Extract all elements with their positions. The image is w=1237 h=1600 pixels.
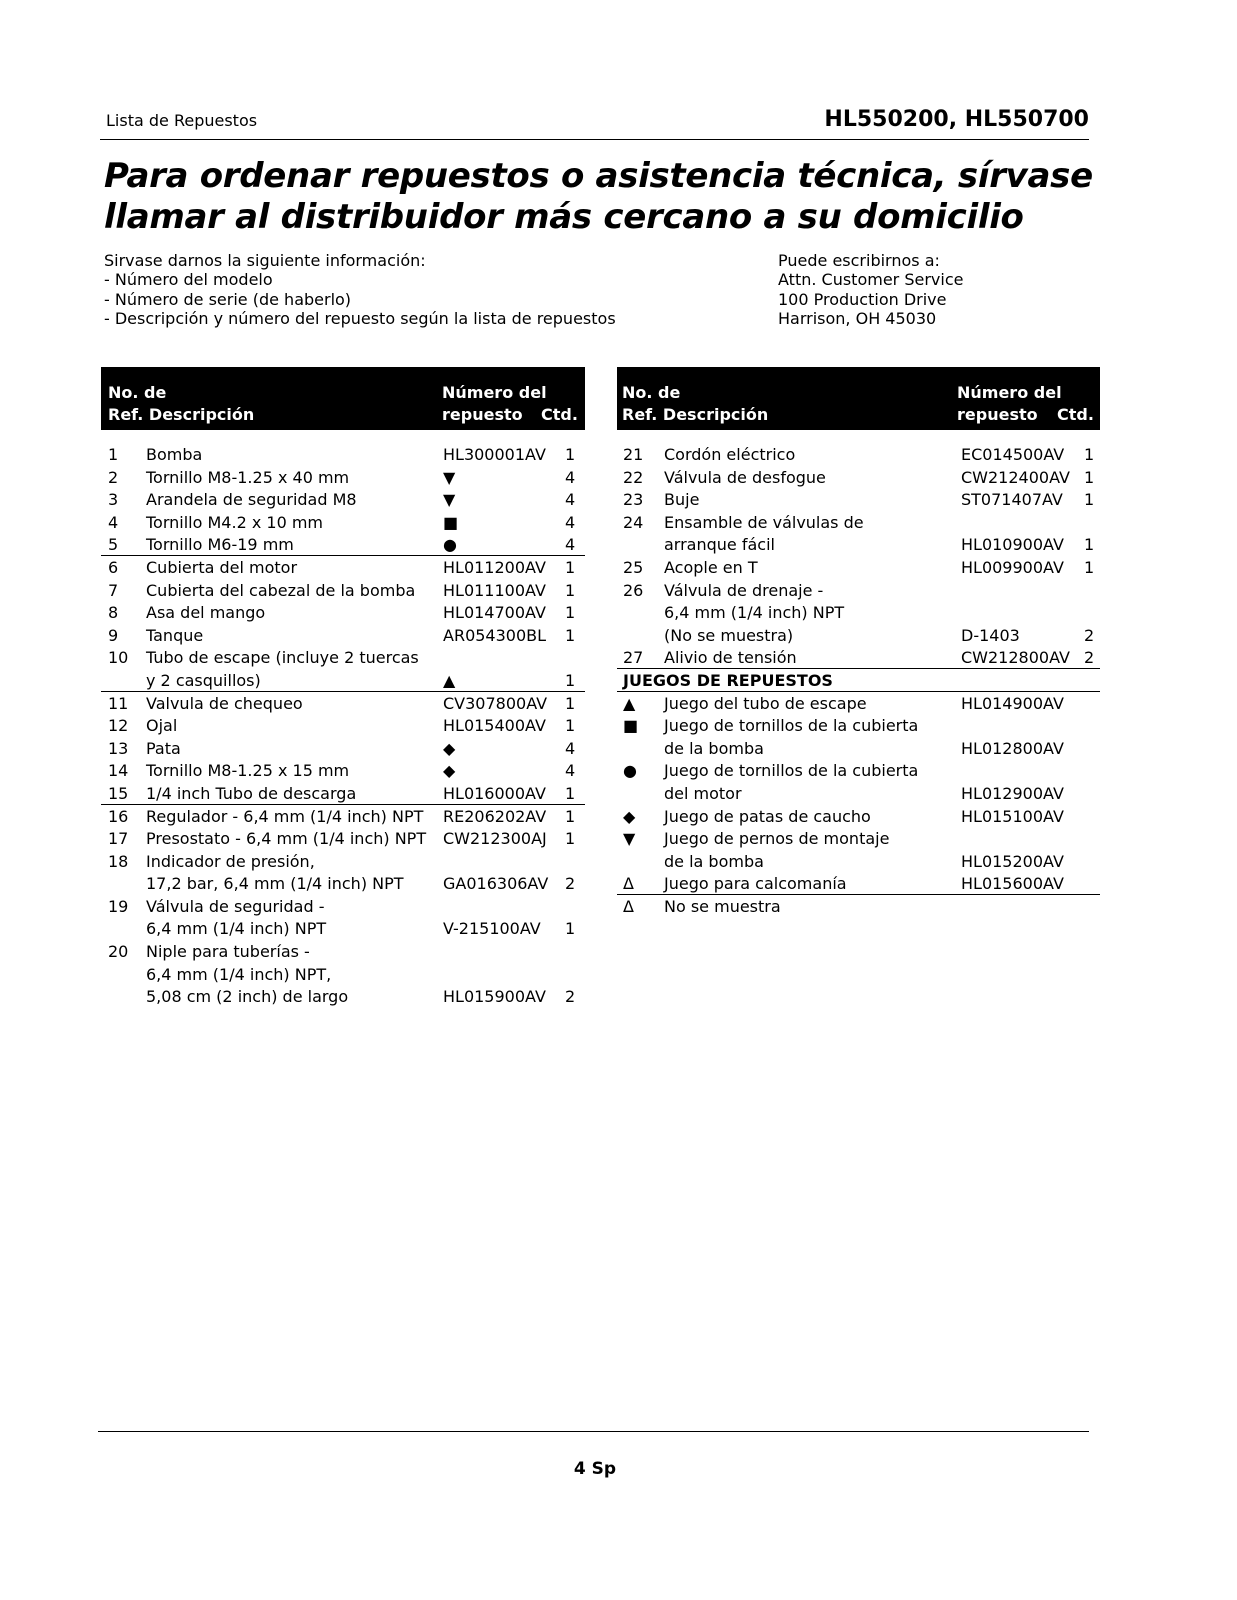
description-cell: Pata [146, 738, 181, 758]
header-ref-line-2 [108, 405, 254, 424]
ref-cell: ■ [623, 716, 639, 736]
table-row [101, 533, 585, 556]
description-cell: No se muestra [664, 896, 781, 916]
description-cell: Alivio de tensión [664, 648, 797, 668]
quantity-cell: 1 [1084, 535, 1095, 555]
table-row [617, 533, 1100, 556]
description-cell: del motor [664, 783, 742, 803]
description-cell: 6,4 mm (1/4 inch) NPT [664, 603, 845, 623]
info-line: Sirvase darnos la siguiente información: [104, 251, 426, 270]
quantity-cell: 4 [565, 761, 576, 781]
part-number-cell: CW212800AV [961, 648, 1070, 668]
table-row [617, 511, 1100, 534]
table-row [101, 963, 585, 986]
table-row [101, 443, 585, 466]
info-line: - Descripción y número del repuesto según la lista de repuestos [104, 308, 616, 328]
mailing-address-block [778, 251, 963, 328]
description-cell: Válvula de seguridad - [146, 896, 325, 916]
quantity-cell: 4 [565, 738, 576, 758]
table-row [617, 624, 1100, 647]
table-row [617, 805, 1100, 828]
description-cell: 1/4 inch Tubo de descarga [146, 783, 357, 803]
part-number-cell: HL012900AV [961, 783, 1064, 803]
quantity-cell: 1 [565, 625, 576, 645]
ref-cell: ● [623, 761, 637, 781]
quantity-cell: 1 [565, 783, 576, 803]
description-cell: Tornillo M4.2 x 10 mm [146, 512, 323, 532]
part-number-cell: ■ [443, 512, 459, 532]
address-line: Harrison, OH 45030 [778, 308, 937, 328]
part-number-cell: ◆ [443, 738, 456, 758]
part-number-cell: ● [443, 535, 457, 555]
description-cell: Juego para calcomanía [664, 874, 847, 894]
description-cell: Juego del tubo de escape [664, 693, 867, 713]
header-part-line-1: Número del [957, 383, 1062, 402]
part-number-cell: ◆ [443, 761, 456, 781]
ref-cell: 2 [108, 467, 119, 487]
header-ref-line-1: No. de [108, 383, 167, 402]
table-row [101, 985, 585, 1008]
quantity-cell: 1 [565, 557, 576, 577]
page-title-line-1: Para ordenar repuestos o asistencia técnica, sírvase [104, 156, 1093, 196]
quantity-cell: 1 [565, 445, 576, 464]
part-number-cell: HL015900AV [443, 987, 546, 1007]
part-number-cell: HL016000AV [443, 783, 546, 803]
description-cell: Ensamble de válvulas de [664, 512, 864, 532]
table-row [101, 511, 585, 534]
part-number-cell: HL010900AV [961, 535, 1064, 555]
table-row [617, 850, 1100, 873]
ref-cell: 18 [108, 851, 129, 871]
description-cell: Cordón eléctrico [664, 445, 796, 464]
ref-cell: 20 [108, 942, 129, 962]
table-row [101, 759, 585, 782]
description-cell: Tubo de escape (incluye 2 tuercas [146, 648, 419, 668]
part-number-cell: D-1403 [961, 625, 1020, 645]
info-line: - Número de serie (de haberlo) [104, 289, 352, 309]
description-cell: Tornillo M8-1.25 x 40 mm [146, 467, 350, 487]
description-cell: arranque fácil [664, 535, 775, 555]
quantity-cell: 4 [565, 467, 576, 487]
part-number-cell: HL014900AV [961, 693, 1064, 713]
table-row [101, 692, 585, 715]
table-row [617, 443, 1100, 466]
description-cell: Niple para tuberías - [146, 942, 310, 962]
parts-table-right-body [617, 430, 1100, 917]
ref-cell: 13 [108, 738, 129, 758]
header-ref-line-2 [622, 405, 768, 424]
table-row [617, 692, 1100, 715]
description-cell: 6,4 mm (1/4 inch) NPT, [146, 964, 332, 984]
ref-cell: 19 [108, 896, 129, 916]
ref-cell: 21 [623, 445, 644, 464]
part-number-cell: CW212300AJ [443, 829, 547, 849]
description-cell: Indicador de presión, [146, 851, 315, 871]
part-number-cell: HL011200AV [443, 557, 546, 577]
header-part-line-2: repuesto [957, 405, 1038, 424]
ref-cell: 24 [623, 512, 644, 532]
description-cell: 5,08 cm (2 inch) de largo [146, 987, 349, 1007]
description-cell: Cubierta del cabezal de la bomba [146, 580, 416, 600]
header-section-label: Lista de Repuestos [106, 111, 258, 130]
ref-cell: 23 [623, 490, 644, 510]
description-cell: Ojal [146, 716, 178, 736]
description-cell: 6,4 mm (1/4 inch) NPT [146, 919, 327, 939]
table-row [617, 782, 1100, 805]
page-number: 4 Sp [573, 1459, 617, 1479]
header-part-line-2: repuesto [442, 405, 523, 424]
description-cell: Juego de tornillos de la cubierta [664, 716, 919, 736]
table-row [617, 737, 1100, 760]
header-ref-label: Ref. [622, 405, 658, 424]
part-number-cell: HL012800AV [961, 738, 1064, 758]
quantity-cell: 1 [1084, 490, 1095, 510]
ref-cell: Δ [623, 874, 634, 894]
table-row [101, 669, 585, 692]
part-number-cell: GA016306AV [443, 874, 549, 894]
part-number-cell: HL015600AV [961, 874, 1064, 894]
part-number-cell: HL015400AV [443, 716, 546, 736]
description-cell: Válvula de drenaje - [664, 580, 824, 600]
ref-cell: 14 [108, 761, 129, 781]
description-cell: de la bomba [664, 851, 764, 871]
table-row [101, 466, 585, 489]
table-row [617, 466, 1100, 489]
part-number-cell: HL014700AV [443, 603, 546, 623]
description-cell: Válvula de desfogue [664, 467, 826, 487]
part-number-cell: HL015100AV [961, 806, 1064, 826]
ref-cell: 16 [108, 806, 129, 826]
description-cell: Cubierta del motor [146, 557, 298, 577]
quantity-cell: 4 [565, 512, 576, 532]
ref-cell: Δ [623, 896, 634, 916]
footer-rule [98, 1431, 1089, 1432]
ref-cell: 22 [623, 467, 644, 487]
description-cell: Valvula de chequeo [146, 693, 303, 713]
info-request-block [104, 251, 616, 328]
part-number-cell: HL009900AV [961, 557, 1064, 577]
parts-table-right [617, 367, 1100, 917]
part-number-cell: RE206202AV [443, 806, 547, 826]
table-row [101, 488, 585, 511]
part-number-cell: CV307800AV [443, 693, 548, 713]
description-cell: Asa del mango [146, 603, 266, 623]
ref-cell: 12 [108, 716, 129, 736]
table-row [101, 556, 585, 579]
table-row [617, 827, 1100, 850]
parts-table-left [101, 367, 585, 1008]
part-number-cell: ▼ [443, 490, 456, 510]
quantity-cell: 1 [565, 716, 576, 736]
part-number-cell: V-215100AV [443, 919, 541, 939]
table-row [101, 714, 585, 737]
description-cell: Tornillo M8-1.25 x 15 mm [146, 761, 350, 781]
ref-cell: ◆ [623, 806, 636, 826]
header-description-label: Descripción [662, 405, 769, 424]
part-number-cell: CW212400AV [961, 467, 1070, 487]
ref-cell: 10 [108, 648, 129, 668]
description-cell: (No se muestra) [664, 625, 794, 645]
table-row [101, 917, 585, 940]
quantity-cell: 1 [1084, 557, 1095, 577]
quantity-cell: 1 [565, 806, 576, 826]
part-number-cell: HL011100AV [443, 580, 546, 600]
table-row [101, 579, 585, 602]
ref-cell: 1 [108, 445, 119, 464]
quantity-cell: 1 [565, 919, 576, 939]
info-line: - Número del modelo [104, 270, 273, 290]
quantity-cell: 1 [1084, 445, 1095, 464]
ref-cell: 25 [623, 557, 644, 577]
ref-cell: JUEGOS DE REPUESTOS [623, 670, 833, 690]
ref-cell: 17 [108, 829, 129, 849]
table-row [101, 850, 585, 873]
ref-cell: 15 [108, 783, 129, 803]
parts-table-left-body [101, 430, 585, 1008]
description-cell: Juego de tornillos de la cubierta [664, 761, 919, 781]
section-heading-row [617, 669, 1100, 692]
table-row [617, 759, 1100, 782]
ref-cell: 6 [108, 557, 119, 577]
description-cell: Tornillo M6-19 mm [146, 535, 294, 555]
part-number-cell: AR054300BL [443, 625, 547, 645]
quantity-cell: 2 [565, 987, 576, 1007]
table-row [617, 601, 1100, 624]
table-row [101, 895, 585, 918]
table-row [101, 624, 585, 647]
header-qty-label: Ctd. [541, 405, 578, 424]
table-row [617, 714, 1100, 737]
header-description-label: Descripción [148, 405, 255, 424]
ref-cell: 9 [108, 625, 119, 645]
description-cell: y 2 casquillos) [146, 670, 261, 690]
description-cell: Presostato - 6,4 mm (1/4 inch) NPT [146, 829, 427, 849]
table-row [101, 872, 585, 895]
description-cell: Regulador - 6,4 mm (1/4 inch) NPT [146, 806, 424, 826]
header-ref-line-1: No. de [622, 383, 681, 402]
quantity-cell: 4 [565, 535, 576, 555]
header-part-line-1: Número del [442, 383, 547, 402]
table-row [101, 827, 585, 850]
table-row [101, 601, 585, 624]
header-model-numbers: HL550200, HL550700 [824, 107, 1089, 132]
table-row [101, 940, 585, 963]
header-qty-label: Ctd. [1057, 405, 1094, 424]
description-cell: de la bomba [664, 738, 764, 758]
description-cell: Tanque [146, 625, 204, 645]
quantity-cell: 4 [565, 490, 576, 510]
part-number-cell: ST071407AV [961, 490, 1063, 510]
description-cell: 17,2 bar, 6,4 mm (1/4 inch) NPT [146, 874, 404, 894]
parts-table-header [101, 367, 585, 430]
description-cell: Bomba [146, 445, 203, 464]
quantity-cell: 1 [565, 603, 576, 623]
ref-cell: 4 [108, 512, 119, 532]
ref-cell: 5 [108, 535, 119, 555]
ref-cell: 3 [108, 490, 119, 510]
table-row [617, 872, 1100, 895]
quantity-cell: 1 [1084, 467, 1095, 487]
quantity-cell: 1 [565, 670, 576, 690]
part-number-cell: ▲ [443, 670, 456, 690]
quantity-cell: 2 [1084, 648, 1095, 668]
table-row [617, 646, 1100, 669]
quantity-cell: 2 [1084, 625, 1095, 645]
table-row [617, 556, 1100, 579]
table-row [617, 895, 1100, 918]
ref-cell: 8 [108, 603, 119, 623]
table-row [101, 805, 585, 828]
header-ref-label: Ref. [108, 405, 144, 424]
ref-cell: 11 [108, 693, 129, 713]
part-number-cell: HL300001AV [443, 445, 546, 464]
ref-cell: ▼ [623, 829, 636, 849]
description-cell: Arandela de seguridad M8 [146, 490, 357, 510]
table-row [617, 488, 1100, 511]
table-row [617, 579, 1100, 602]
ref-cell: 27 [623, 648, 644, 668]
address-line: Attn. Customer Service [778, 270, 964, 290]
description-cell: Buje [664, 490, 700, 510]
page-title-line-2: llamar al distribuidor más cercano a su domicilio [104, 197, 1024, 237]
page-title [104, 156, 1114, 238]
table-row [101, 737, 585, 760]
description-cell: Juego de patas de caucho [664, 806, 871, 826]
ref-cell: ▲ [623, 693, 636, 713]
parts-table-header [617, 367, 1100, 430]
ref-cell: 7 [108, 580, 119, 600]
quantity-cell: 2 [565, 874, 576, 894]
part-number-cell: EC014500AV [961, 445, 1065, 464]
part-number-cell: ▼ [443, 467, 456, 487]
description-cell: Juego de pernos de montaje [664, 829, 890, 849]
description-cell: Acople en T [664, 557, 758, 577]
table-row [101, 782, 585, 805]
address-line: Puede escribirnos a: [778, 251, 940, 270]
quantity-cell: 1 [565, 693, 576, 713]
quantity-cell: 1 [565, 829, 576, 849]
header-rule [100, 139, 1089, 140]
table-row [101, 646, 585, 669]
ref-cell: 26 [623, 580, 644, 600]
part-number-cell: HL015200AV [961, 851, 1064, 871]
quantity-cell: 1 [565, 580, 576, 600]
address-line: 100 Production Drive [778, 289, 947, 309]
